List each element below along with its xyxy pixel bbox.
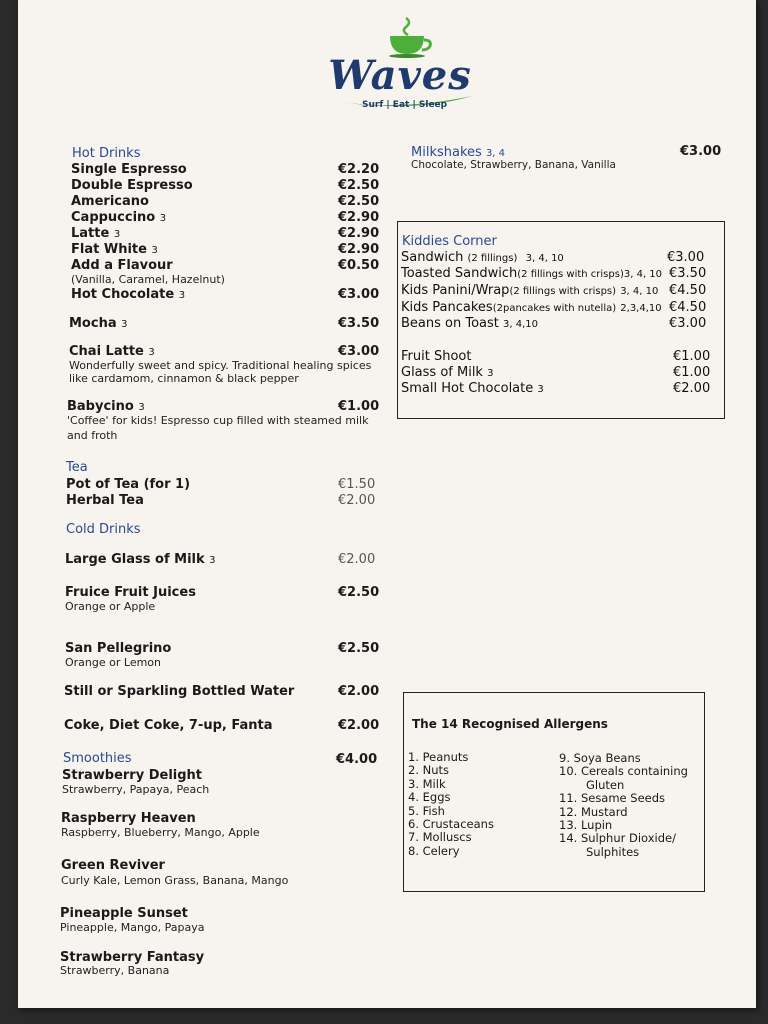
menu-item-price: €2.00 bbox=[338, 493, 376, 508]
menu-item-price: €2.50 bbox=[338, 585, 380, 600]
kids-item-price: €3.00 bbox=[667, 250, 705, 265]
kids-item-name: Beans on Toast bbox=[401, 316, 499, 331]
kids-item-note: (2pancakes with nutella) bbox=[492, 303, 617, 314]
milkshakes-price: €3.00 bbox=[680, 144, 722, 159]
menu-item bbox=[71, 287, 185, 302]
allergen-item: 4. Eggs bbox=[408, 790, 451, 805]
allergen-item: 1. Peanuts bbox=[408, 750, 469, 764]
allergen-numbers: 3, 4 bbox=[485, 148, 506, 159]
allergen-numbers: 3 bbox=[113, 229, 121, 240]
allergen-numbers: 3 bbox=[209, 555, 216, 566]
kids-item-name: Kids Pancakes bbox=[401, 300, 493, 315]
kids-drink bbox=[401, 365, 493, 380]
allergen-item: 14. Sulphur Dioxide/ bbox=[559, 831, 676, 846]
allergen-item: 9. Soya Beans bbox=[559, 751, 641, 765]
allergen-numbers: 3, 4, 10 bbox=[623, 269, 663, 280]
menu-item-price: €3.00 bbox=[338, 344, 380, 359]
menu-item-desc: Orange or Apple bbox=[65, 600, 156, 613]
kids-item bbox=[401, 250, 564, 265]
menu-item-name: Fruice Fruit Juices bbox=[65, 585, 196, 600]
kids-drink bbox=[401, 381, 544, 396]
cold-drinks-heading: Cold Drinks bbox=[66, 522, 141, 537]
menu-item-desc: Strawberry, Banana bbox=[60, 964, 170, 977]
allergen-numbers: 3 bbox=[178, 290, 186, 301]
allergen-item-continued: Sulphites bbox=[586, 844, 640, 859]
menu-item-name: Chai Latte bbox=[69, 344, 144, 359]
allergen-numbers: 3 bbox=[159, 213, 167, 224]
kids-item-name: Sandwich bbox=[401, 250, 464, 265]
menu-item-price: €3.00 bbox=[338, 287, 380, 302]
allergen-numbers: 3 bbox=[138, 402, 145, 413]
menu-item-name: Single Espresso bbox=[71, 162, 187, 177]
allergen-numbers: 3 bbox=[537, 384, 544, 395]
menu-item-price: €2.00 bbox=[338, 684, 380, 699]
menu-item bbox=[69, 344, 155, 359]
menu-item bbox=[65, 552, 216, 567]
menu-item bbox=[71, 226, 120, 241]
menu-item bbox=[69, 316, 128, 331]
menu-item-name: Green Reviver bbox=[61, 858, 165, 873]
allergens-list-left bbox=[408, 751, 494, 858]
kids-item-note: (2 fillings) bbox=[467, 253, 518, 264]
menu-item-name: Flat White bbox=[71, 242, 147, 257]
menu-item-price: €2.00 bbox=[338, 718, 380, 733]
menu-item-desc: Raspberry, Blueberry, Mango, Apple bbox=[61, 826, 260, 839]
menu-item-name: Milkshakes bbox=[411, 145, 482, 160]
allergen-item: 13. Lupin bbox=[559, 818, 613, 833]
menu-item-name: Raspberry Heaven bbox=[61, 811, 196, 826]
allergen-item-continued: Gluten bbox=[586, 777, 625, 792]
kids-drink-price: €1.00 bbox=[673, 349, 711, 364]
kids-item bbox=[401, 316, 538, 331]
allergen-item: 2. Nuts bbox=[408, 763, 450, 778]
allergen-numbers: 3 bbox=[121, 319, 128, 330]
allergen-item: 12. Mustard bbox=[559, 804, 628, 819]
allergen-numbers: 3 bbox=[151, 245, 158, 256]
menu-item-desc: (Vanilla, Caramel, Hazelnut) bbox=[71, 273, 225, 286]
kids-item bbox=[401, 283, 658, 298]
menu-item-desc: Orange or Lemon bbox=[65, 656, 162, 669]
smoothies-price: €4.00 bbox=[336, 752, 378, 767]
menu-item-name: Babycino bbox=[67, 399, 134, 414]
milkshakes-heading bbox=[411, 145, 505, 160]
allergen-numbers: 3, 4, 10 bbox=[620, 286, 659, 297]
menu-paper bbox=[18, 0, 756, 1008]
kids-drink-name: Small Hot Chocolate bbox=[401, 381, 534, 396]
menu-item-desc: and froth bbox=[67, 429, 118, 442]
menu-item-name: Strawberry Delight bbox=[62, 768, 203, 783]
allergen-item: 3. Milk bbox=[408, 776, 446, 791]
allergen-item: 5. Fish bbox=[408, 803, 445, 818]
logo-tagline: Surf | Eat | Sleep bbox=[362, 100, 448, 110]
kids-drink-price: €2.00 bbox=[673, 381, 711, 396]
allergen-item: 6. Crustaceans bbox=[408, 817, 494, 832]
kids-drink-price: €1.00 bbox=[673, 365, 711, 380]
allergen-numbers: 3, 4,10 bbox=[503, 319, 539, 330]
allergens-list-right bbox=[559, 752, 688, 859]
menu-item-name: Strawberry Fantasy bbox=[60, 950, 205, 965]
allergen-numbers: 2,3,4,10 bbox=[620, 303, 662, 314]
menu-item-name: Hot Chocolate bbox=[71, 287, 175, 302]
kids-item bbox=[401, 300, 662, 315]
allergen-numbers: 3, 4, 10 bbox=[525, 253, 564, 264]
smoothies-heading: Smoothies bbox=[63, 751, 132, 766]
kids-item-name: Kids Panini/Wrap bbox=[401, 283, 510, 298]
allergen-numbers: 3 bbox=[148, 347, 155, 358]
menu-item-price: €0.50 bbox=[338, 258, 380, 273]
menu-item-name: Americano bbox=[71, 194, 149, 209]
tea-heading: Tea bbox=[66, 460, 88, 475]
allergen-item: 10. Cereals containing bbox=[559, 764, 688, 779]
menu-item-desc: Curly Kale, Lemon Grass, Banana, Mango bbox=[61, 874, 289, 887]
kiddies-corner-heading: Kiddies Corner bbox=[402, 234, 497, 249]
menu-item-price: €1.00 bbox=[338, 399, 380, 414]
menu-item-desc: 'Coffee' for kids! Espresso cup filled with steamed milk bbox=[67, 414, 369, 427]
menu-item-name: Large Glass of Milk bbox=[65, 552, 205, 567]
menu-item-price: €1.50 bbox=[338, 477, 376, 492]
menu-item-price: €2.50 bbox=[338, 641, 380, 656]
menu-item bbox=[67, 399, 145, 414]
kids-item-price: €4.50 bbox=[669, 300, 707, 315]
menu-item-price: €2.20 bbox=[338, 162, 380, 177]
allergens-heading: The 14 Recognised Allergens bbox=[412, 717, 608, 731]
logo-wordmark: Waves bbox=[328, 52, 472, 99]
menu-item-price: €2.50 bbox=[338, 178, 380, 193]
allergen-item: 7. Molluscs bbox=[408, 830, 472, 845]
kids-item bbox=[401, 266, 669, 281]
menu-item-name: Add a Flavour bbox=[71, 258, 173, 273]
kids-item-price: €3.50 bbox=[669, 266, 707, 281]
menu-item-desc: Wonderfully sweet and spicy. Traditional healing spices bbox=[69, 359, 372, 372]
menu-item-name: Mocha bbox=[69, 316, 117, 331]
menu-item bbox=[71, 242, 158, 257]
menu-item-desc: Pineapple, Mango, Papaya bbox=[60, 921, 205, 934]
kids-item-name: Toasted Sandwich bbox=[401, 266, 518, 281]
kids-item-price: €4.50 bbox=[669, 283, 707, 298]
menu-item-price: €2.00 bbox=[338, 552, 376, 567]
kids-drink-name: Glass of Milk bbox=[401, 365, 483, 380]
menu-item-desc: Strawberry, Papaya, Peach bbox=[62, 783, 210, 796]
allergen-item: 11. Sesame Seeds bbox=[559, 791, 666, 806]
menu-item bbox=[71, 210, 166, 225]
allergen-numbers: 3 bbox=[487, 368, 494, 379]
menu-item-name: Herbal Tea bbox=[66, 493, 144, 508]
menu-item-name: Pot of Tea (for 1) bbox=[66, 477, 191, 492]
kids-item-price: €3.00 bbox=[669, 316, 707, 331]
menu-item-desc: like cardamom, cinnamon & black pepper bbox=[69, 372, 299, 385]
menu-item-name: Coke, Diet Coke, 7-up, Fanta bbox=[64, 718, 273, 733]
menu-item-name: Double Espresso bbox=[71, 178, 193, 193]
allergen-item: 8. Celery bbox=[408, 843, 460, 858]
waves-logo bbox=[314, 10, 486, 118]
menu-item-price: €2.90 bbox=[338, 242, 380, 257]
menu-item-name: Pineapple Sunset bbox=[60, 906, 188, 921]
menu-item-price: €2.50 bbox=[338, 194, 380, 209]
kids-item-note: (2 fillings with crisps) bbox=[509, 286, 617, 297]
kids-item-note: (2 fillings with crisps) bbox=[517, 269, 624, 280]
menu-item-name: Cappuccino bbox=[71, 210, 156, 225]
menu-item-price: €2.90 bbox=[338, 210, 380, 225]
menu-item-price: €3.50 bbox=[338, 316, 380, 331]
menu-item-price: €2.90 bbox=[338, 226, 380, 241]
menu-item-name: San Pellegrino bbox=[65, 641, 172, 656]
menu-item-name: Latte bbox=[71, 226, 110, 241]
hot-drinks-heading: Hot Drinks bbox=[72, 146, 141, 161]
milkshakes-desc: Chocolate, Strawberry, Banana, Vanilla bbox=[411, 159, 616, 171]
menu-item-name: Still or Sparkling Bottled Water bbox=[64, 684, 295, 699]
kids-drink-name: Fruit Shoot bbox=[401, 349, 472, 364]
